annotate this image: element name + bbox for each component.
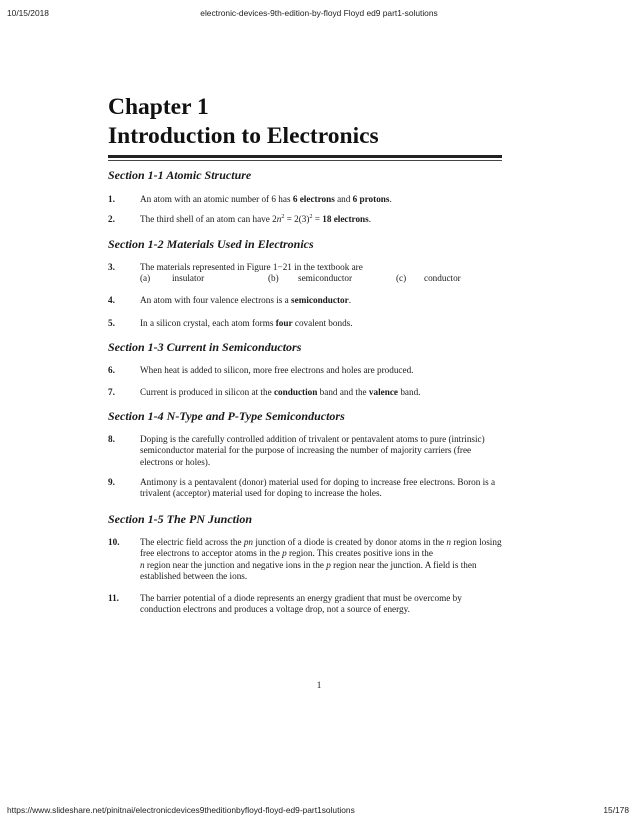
document-body [108, 0, 502, 826]
item-text: The materials represented in Figure 1−21 in the textbook are [140, 262, 363, 272]
section-heading: Section 1-1 Atomic Structure [108, 168, 252, 182]
option-value: insulator [172, 273, 205, 284]
browser-print-footer [0, 805, 638, 817]
option-label: (a) [140, 273, 151, 284]
answer-item [108, 318, 502, 329]
answer-item [108, 477, 502, 500]
item-text: In a silicon crystal, each atom forms four covalent bonds. [140, 318, 353, 328]
item-text: Current is produced in silicon at the conduction band and the valence band. [140, 387, 421, 397]
item-text: When heat is added to silicon, more free electrons and holes are produced. [140, 365, 414, 375]
option-value: conductor [424, 273, 461, 284]
item-text: The barrier potential of a diode represents an energy gradient that must be overcome by conduction electrons and produces a voltage drop, not a source of energy. [140, 593, 462, 615]
answer-item [108, 537, 502, 582]
item-text: An atom with an atomic number of 6 has 6 electrons and 6 protons. [140, 194, 392, 204]
item-text: The third shell of an atom can have $2n^2 = 2(3)^2 = 18$ electrons. [140, 214, 372, 224]
print-page-count: 15/178 [603, 805, 629, 815]
chapter-number: Chapter 1 [108, 94, 209, 120]
item-text: An atom with four valence electrons is a semiconductor. [140, 295, 352, 305]
item-text: The electric field across the pn junction of a diode is created by donor atoms in the n region losing free electrons to acceptor atoms in the p region. This creates positive ions in the n region near the junction and negative ions in the p region near the junction. A field is then established between the ions. [140, 537, 502, 581]
chapter-title: Introduction to Electronics [108, 123, 379, 149]
item-number: 11. [108, 593, 119, 603]
option-label: (c) [396, 273, 407, 284]
item-number: 5. [108, 318, 115, 328]
section-heading: Section 1-2 Materials Used in Electronics [108, 237, 314, 251]
answer-item [108, 434, 502, 468]
option-value: semiconductor [298, 273, 353, 284]
item-number: 9. [108, 477, 115, 487]
answer-item [108, 387, 502, 398]
item-text: Antimony is a pentavalent (donor) material used for doping to increase free electrons. Boron is a trivalent (acceptor) material used for doping to increase the holes. [140, 477, 496, 499]
item-number: 3. [108, 262, 115, 272]
item-number: 4. [108, 295, 115, 305]
option-label: (b) [268, 273, 279, 284]
item-number: 2. [108, 214, 115, 224]
answer-item [108, 194, 502, 205]
section-heading: Section 1-3 Current in Semiconductors [108, 340, 302, 354]
print-date: 10/15/2018 [7, 8, 49, 18]
item-text: Doping is the carefully controlled addition of trivalent or pentavalent atoms to pure (intrinsic) semiconductor material for the purpose of increasing the number of majority carriers (free electrons or holes). [140, 434, 485, 467]
page-number: 1 [316, 680, 322, 690]
item-number: 10. [108, 537, 120, 547]
answer-item [108, 262, 502, 286]
item-number: 8. [108, 434, 115, 444]
answer-item [108, 214, 502, 225]
item-number: 7. [108, 387, 115, 397]
print-title: electronic-devices-9th-edition-by-floyd Floyd ed9 part1-solutions [200, 8, 438, 18]
print-url: https://www.slideshare.net/pinitnai/electronicdevices9theditionbyfloyd-floyd-ed9-part1solutions [7, 805, 355, 815]
item-number: 1. [108, 194, 115, 204]
answer-item [108, 593, 502, 616]
answer-options [140, 273, 502, 285]
answer-item [108, 295, 502, 306]
section-heading: Section 1-5 The PN Junction [108, 512, 253, 526]
section-heading: Section 1-4 N-Type and P-Type Semiconductors [108, 409, 345, 423]
item-number: 6. [108, 365, 115, 375]
answer-item [108, 365, 502, 376]
